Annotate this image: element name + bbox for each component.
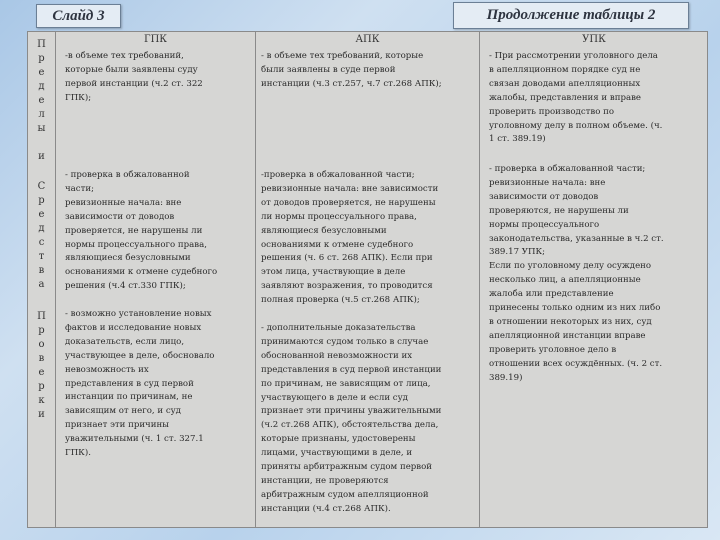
side-letter: е bbox=[38, 367, 45, 378]
upk-limits: - При рассмотрении уголовного дела в апелляционном порядке суд не связан доводами апелляционных жалобы, представления и вправе проверить производство по уголовному делу в полном объеме. (ч. 1 ст. 389.19) bbox=[489, 51, 663, 145]
side-letter: с bbox=[38, 237, 45, 248]
side-letter: С bbox=[37, 181, 46, 192]
side-letter: л bbox=[38, 109, 45, 120]
column-header-upk: УПК bbox=[582, 34, 606, 45]
table-title: Продолжение таблицы 2 bbox=[453, 2, 689, 29]
side-letter: р bbox=[38, 53, 45, 64]
side-letter: и bbox=[38, 151, 45, 162]
comparison-table bbox=[27, 31, 708, 528]
side-letter: т bbox=[38, 251, 45, 262]
side-letter: П bbox=[37, 311, 46, 322]
side-letter: р bbox=[38, 325, 45, 336]
side-letter: и bbox=[38, 409, 45, 420]
side-letter: е bbox=[38, 209, 45, 220]
side-letter: в bbox=[38, 353, 45, 364]
side-letter: ы bbox=[37, 123, 46, 134]
gpk-means: - проверка в обжалованной части; ревизионные начала: вне зависимости от доводов проверяется, не нарушены ли нормы процессуального права, являющиеся безусловными основаниями к отмене судебного решения (ч.4 ст.330 ГПК); bbox=[65, 170, 218, 292]
divider bbox=[479, 32, 480, 527]
side-letter: р bbox=[38, 381, 45, 392]
gpk-checks: - возможно установление новых фактов и исследование новых доказательств, если лицо, участвующее в деле, обосновало невозможность их представления в суд первой инстанции по причинам, не зависящим от него, и суд признает эти причины уважительными (ч. 1 ст. 327.1 ГПК). bbox=[65, 309, 215, 459]
side-letter: д bbox=[38, 81, 45, 92]
upk-means: - проверка в обжалованной части; ревизионные начала: вне зависимости от доводов проверяются, не нарушены ли нормы процессуального законодательства, указанные в ч.2 ст. 389.17 УПК; Если по уголовному делу осуждено несколько лиц, а апелляционные жалоба или представление принесены только одним из них либо в отношении некоторых из них, суд апелляционной инстанции вправе проверить уголовное дело в отношении всех осуждённых. (ч. 2 ст. 389.19) bbox=[489, 164, 664, 383]
side-letter: о bbox=[38, 339, 45, 350]
divider bbox=[255, 32, 256, 527]
gpk-limits: -в объеме тех требований, которые были заявлены суду первой инстанции (ч.2 ст. 322 ГПК); bbox=[65, 51, 203, 103]
side-letter: к bbox=[38, 395, 45, 406]
side-letter: а bbox=[38, 279, 45, 290]
side-letter: П bbox=[37, 39, 46, 50]
side-letter: д bbox=[38, 223, 45, 234]
apk-checks: - дополнительные доказательства принимаются судом только в случае обоснованной невозможности их представления в суд первой инстанции по причинам, не зависящим от лица, участвующего в деле и если суд признает эти причины уважительными (ч.2 ст.268 АПК), обстоятельства дела, которые признаны, удостоверены лицами, участвующими в деле, и приняты арбитражным судом первой инстанции, не проверяются арбитражным судом апелляционной инстанции (ч.4 ст.268 АПК). bbox=[261, 323, 442, 514]
apk-means: -проверка в обжалованной части; ревизионные начала: вне зависимости от доводов проверяется, не нарушены ли нормы процессуального права, являющиеся безусловными основаниями к отмене судебного решения (ч. 6 ст. 268 АПК). Если при этом лица, участвующие в деле заявляют возражения, то проводится полная проверка (ч.5 ст.268 АПК); bbox=[261, 170, 439, 306]
divider bbox=[55, 32, 56, 527]
slide-label: Слайд 3 bbox=[36, 4, 121, 28]
apk-limits: - в объеме тех требований, которые были заявлены в суде первой инстанции (ч.3 ст.257, ч.7 ст.268 АПК); bbox=[261, 51, 442, 89]
column-header-gpk: ГПК bbox=[143, 34, 168, 45]
column-header-apk: АПК bbox=[355, 34, 380, 45]
side-letter: е bbox=[38, 67, 45, 78]
side-letter: р bbox=[38, 195, 45, 206]
side-column bbox=[28, 32, 55, 527]
side-letter: е bbox=[38, 95, 45, 106]
side-letter: в bbox=[38, 265, 45, 276]
